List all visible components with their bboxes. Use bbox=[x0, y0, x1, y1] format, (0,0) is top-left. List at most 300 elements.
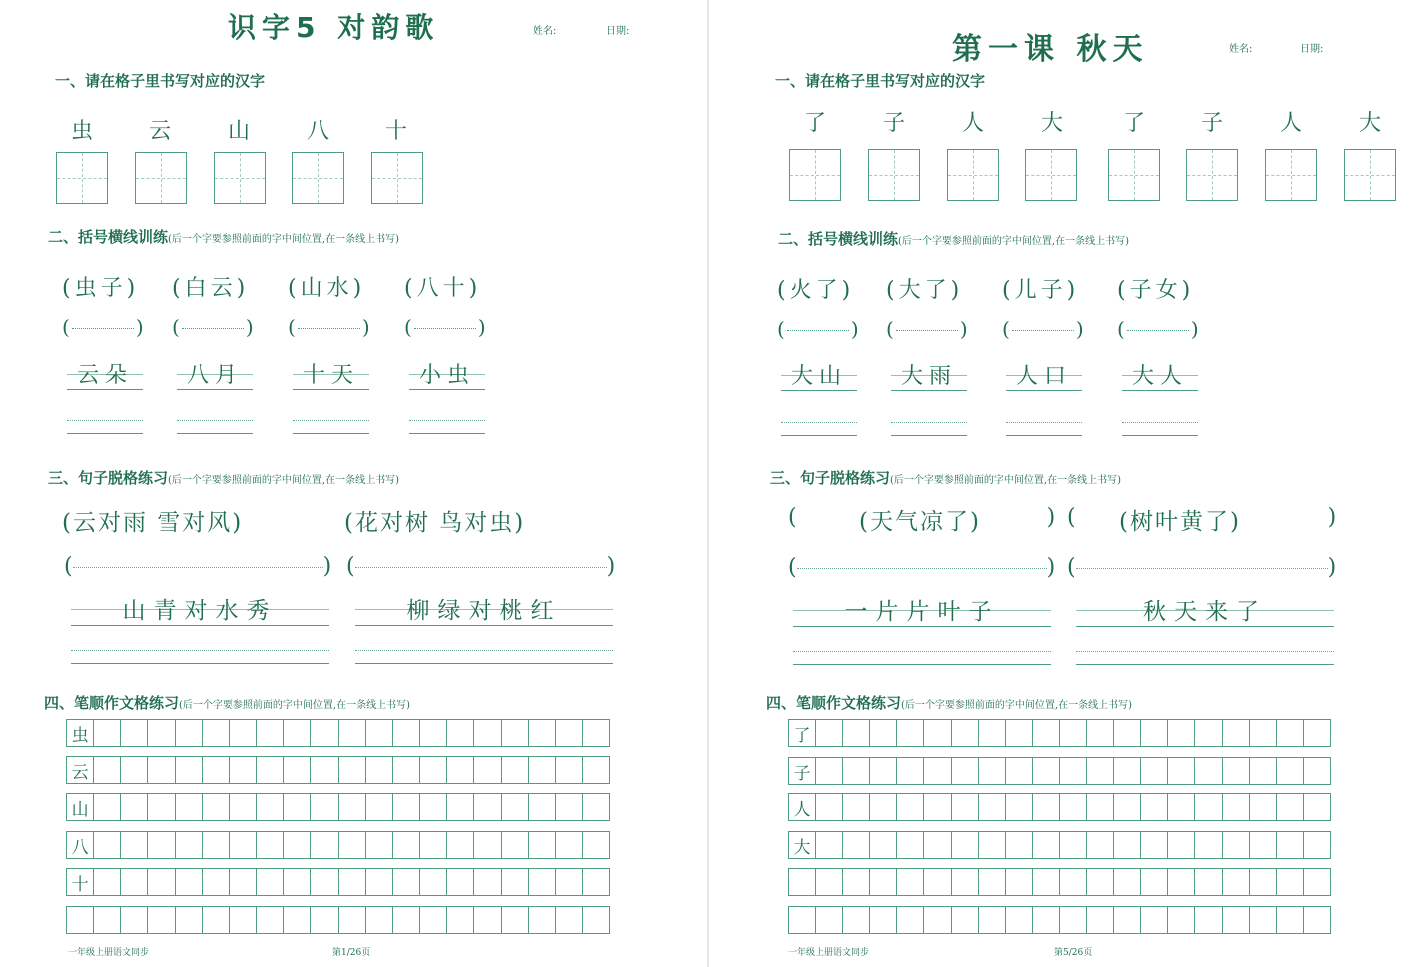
section-2-note: (后一个字要参照前面的字中间位置,在一条线上书写) bbox=[898, 236, 1129, 247]
grid-cell[interactable] bbox=[339, 720, 366, 746]
pair-word: (白云) bbox=[172, 276, 250, 301]
grid-cell[interactable] bbox=[94, 720, 121, 746]
grid-cell[interactable] bbox=[1304, 720, 1330, 746]
grid-cell[interactable] bbox=[1087, 907, 1114, 933]
grid-cell[interactable] bbox=[1277, 720, 1304, 746]
grid-cell[interactable] bbox=[393, 757, 420, 783]
grid-cell[interactable] bbox=[1277, 794, 1304, 820]
practice-char: 山 bbox=[227, 119, 250, 144]
grid-cell[interactable] bbox=[393, 794, 420, 820]
grid-cell[interactable] bbox=[1006, 869, 1033, 895]
stroke-grid-row[interactable] bbox=[788, 757, 1331, 785]
writing-line[interactable] bbox=[781, 422, 857, 436]
grid-cell[interactable] bbox=[897, 832, 924, 858]
grid-cell[interactable] bbox=[148, 720, 175, 746]
grid-cell[interactable] bbox=[502, 757, 529, 783]
grid-cell[interactable] bbox=[1006, 832, 1033, 858]
grid-cell[interactable] bbox=[393, 832, 420, 858]
grid-cell[interactable] bbox=[1223, 794, 1250, 820]
paren-blank[interactable]: ( ) bbox=[62, 315, 144, 339]
grid-cell[interactable] bbox=[1006, 794, 1033, 820]
grid-cell[interactable] bbox=[339, 869, 366, 895]
grid-cell[interactable] bbox=[474, 907, 501, 933]
grid-cell[interactable] bbox=[556, 757, 583, 783]
grid-cell[interactable] bbox=[203, 907, 230, 933]
sentence-blank[interactable]: ( ) bbox=[788, 555, 1056, 580]
grid-cell[interactable] bbox=[870, 720, 897, 746]
grid-cell[interactable] bbox=[1168, 869, 1195, 895]
grid-cell[interactable] bbox=[870, 832, 897, 858]
grid-cell[interactable] bbox=[474, 757, 501, 783]
grid-cell[interactable] bbox=[1060, 758, 1087, 784]
grid-cell[interactable] bbox=[420, 832, 447, 858]
grid-cell[interactable] bbox=[230, 757, 257, 783]
grid-cell[interactable]: 人 bbox=[789, 794, 816, 820]
grid-cell[interactable] bbox=[203, 832, 230, 858]
sentence-blank[interactable]: ( ) bbox=[64, 554, 332, 579]
grid-cell[interactable] bbox=[1168, 832, 1195, 858]
grid-cell[interactable] bbox=[816, 869, 843, 895]
grid-cell[interactable] bbox=[816, 832, 843, 858]
grid-cell[interactable] bbox=[447, 907, 474, 933]
grid-cell[interactable] bbox=[311, 757, 338, 783]
grid-cell[interactable] bbox=[1304, 869, 1330, 895]
grid-cell[interactable] bbox=[311, 720, 338, 746]
grid-cell[interactable]: 大 bbox=[789, 832, 816, 858]
stroke-grid-row[interactable] bbox=[66, 868, 610, 896]
grid-cell[interactable] bbox=[366, 720, 393, 746]
grid-cell[interactable] bbox=[148, 832, 175, 858]
grid-cell[interactable] bbox=[1006, 907, 1033, 933]
grid-cell[interactable] bbox=[1304, 758, 1330, 784]
grid-cell[interactable] bbox=[1223, 720, 1250, 746]
grid-cell[interactable] bbox=[583, 869, 609, 895]
grid-cell[interactable] bbox=[1114, 907, 1141, 933]
writing-line[interactable] bbox=[1076, 651, 1334, 665]
grid-cell[interactable] bbox=[230, 720, 257, 746]
grid-cell[interactable] bbox=[924, 720, 951, 746]
grid-cell[interactable] bbox=[1195, 794, 1222, 820]
stroke-grid-row[interactable] bbox=[66, 793, 610, 821]
grid-cell[interactable] bbox=[284, 794, 311, 820]
grid-cell[interactable] bbox=[583, 832, 609, 858]
stroke-grid-row[interactable] bbox=[66, 831, 610, 859]
grid-cell[interactable] bbox=[583, 907, 609, 933]
grid-cell[interactable] bbox=[176, 720, 203, 746]
grid-cell[interactable] bbox=[311, 907, 338, 933]
grid-cell[interactable] bbox=[393, 907, 420, 933]
grid-cell[interactable] bbox=[148, 794, 175, 820]
grid-cell[interactable] bbox=[556, 907, 583, 933]
grid-cell[interactable] bbox=[257, 757, 284, 783]
grid-cell[interactable] bbox=[979, 720, 1006, 746]
grid-cell[interactable] bbox=[1087, 869, 1114, 895]
grid-cell[interactable] bbox=[1087, 758, 1114, 784]
footer-book: 一年级上册语文同步 bbox=[68, 948, 150, 958]
grid-cell[interactable] bbox=[230, 907, 257, 933]
grid-cell[interactable] bbox=[1250, 869, 1277, 895]
grid-cell[interactable] bbox=[257, 832, 284, 858]
writing-line[interactable] bbox=[1006, 422, 1082, 436]
grid-cell[interactable] bbox=[583, 720, 609, 746]
tian-grid-box[interactable] bbox=[1265, 149, 1317, 201]
grid-cell[interactable] bbox=[529, 869, 556, 895]
grid-cell[interactable] bbox=[203, 869, 230, 895]
grid-cell[interactable] bbox=[420, 757, 447, 783]
grid-cell[interactable] bbox=[257, 794, 284, 820]
grid-cell[interactable] bbox=[447, 869, 474, 895]
grid-cell[interactable] bbox=[1304, 794, 1330, 820]
grid-cell[interactable] bbox=[203, 720, 230, 746]
grid-cell[interactable] bbox=[339, 757, 366, 783]
grid-cell[interactable] bbox=[121, 832, 148, 858]
grid-cell[interactable] bbox=[1060, 794, 1087, 820]
writing-line[interactable] bbox=[293, 420, 369, 434]
grid-cell[interactable] bbox=[979, 907, 1006, 933]
stroke-grid-row[interactable] bbox=[66, 719, 610, 747]
writing-line[interactable] bbox=[355, 650, 613, 664]
grid-cell[interactable] bbox=[121, 794, 148, 820]
grid-cell[interactable] bbox=[1277, 758, 1304, 784]
grid-cell[interactable] bbox=[979, 794, 1006, 820]
grid-cell[interactable] bbox=[366, 794, 393, 820]
grid-cell[interactable] bbox=[474, 720, 501, 746]
grid-cell[interactable] bbox=[474, 869, 501, 895]
grid-cell[interactable] bbox=[1114, 758, 1141, 784]
paren-blank[interactable]: ( ) bbox=[1117, 317, 1199, 341]
grid-cell[interactable] bbox=[1033, 907, 1060, 933]
grid-cell[interactable] bbox=[420, 907, 447, 933]
grid-cell[interactable] bbox=[148, 869, 175, 895]
grid-cell[interactable] bbox=[843, 869, 870, 895]
grid-cell[interactable] bbox=[979, 869, 1006, 895]
grid-cell[interactable] bbox=[393, 869, 420, 895]
grid-cell[interactable] bbox=[816, 758, 843, 784]
paren-blank[interactable]: ( ) bbox=[172, 315, 254, 339]
grid-cell[interactable] bbox=[94, 869, 121, 895]
grid-cell[interactable] bbox=[1168, 794, 1195, 820]
grid-cell[interactable] bbox=[952, 758, 979, 784]
grid-cell[interactable] bbox=[121, 869, 148, 895]
grid-cell[interactable] bbox=[176, 794, 203, 820]
paren-blank[interactable]: ( ) bbox=[777, 317, 859, 341]
grid-cell[interactable] bbox=[529, 832, 556, 858]
grid-cell[interactable] bbox=[529, 794, 556, 820]
tian-grid-box[interactable] bbox=[1025, 149, 1077, 201]
grid-cell[interactable] bbox=[1087, 794, 1114, 820]
grid-cell[interactable] bbox=[870, 794, 897, 820]
grid-cell[interactable] bbox=[1033, 794, 1060, 820]
grid-cell[interactable] bbox=[420, 720, 447, 746]
grid-cell[interactable] bbox=[529, 757, 556, 783]
grid-cell[interactable] bbox=[257, 907, 284, 933]
grid-cell[interactable] bbox=[447, 832, 474, 858]
grid-cell[interactable] bbox=[311, 794, 338, 820]
grid-cell[interactable] bbox=[897, 869, 924, 895]
grid-cell[interactable] bbox=[1006, 758, 1033, 784]
practice-char: 了 bbox=[1122, 111, 1145, 136]
writing-line[interactable] bbox=[71, 650, 329, 664]
grid-cell[interactable] bbox=[1141, 832, 1168, 858]
grid-cell[interactable] bbox=[583, 794, 609, 820]
grid-cell[interactable] bbox=[447, 720, 474, 746]
grid-cell[interactable] bbox=[924, 907, 951, 933]
paren-blank[interactable]: ( ) bbox=[404, 315, 486, 339]
writing-line[interactable] bbox=[409, 420, 485, 434]
grid-cell[interactable] bbox=[952, 720, 979, 746]
grid-cell[interactable] bbox=[393, 720, 420, 746]
grid-cell[interactable] bbox=[1168, 720, 1195, 746]
grid-cell[interactable] bbox=[1060, 832, 1087, 858]
tian-grid-box[interactable] bbox=[371, 152, 423, 204]
grid-cell[interactable] bbox=[148, 757, 175, 783]
grid-cell[interactable] bbox=[529, 720, 556, 746]
grid-cell[interactable] bbox=[1141, 794, 1168, 820]
grid-cell[interactable] bbox=[897, 794, 924, 820]
grid-cell[interactable] bbox=[924, 794, 951, 820]
grid-cell[interactable] bbox=[1277, 832, 1304, 858]
grid-cell[interactable] bbox=[447, 794, 474, 820]
grid-cell[interactable] bbox=[924, 758, 951, 784]
grid-cell[interactable] bbox=[339, 832, 366, 858]
grid-cell[interactable] bbox=[1250, 794, 1277, 820]
grid-cell[interactable] bbox=[952, 794, 979, 820]
grid-cell[interactable] bbox=[979, 832, 1006, 858]
grid-cell[interactable] bbox=[176, 757, 203, 783]
grid-cell[interactable] bbox=[1087, 720, 1114, 746]
grid-cell[interactable] bbox=[121, 907, 148, 933]
grid-cell[interactable] bbox=[502, 832, 529, 858]
grid-cell[interactable] bbox=[420, 794, 447, 820]
grid-cell[interactable] bbox=[556, 794, 583, 820]
tian-grid-box[interactable] bbox=[1344, 149, 1396, 201]
stroke-grid-row[interactable] bbox=[788, 906, 1331, 934]
grid-cell[interactable] bbox=[1195, 832, 1222, 858]
tian-grid-box[interactable] bbox=[135, 152, 187, 204]
grid-cell[interactable] bbox=[67, 907, 94, 933]
grid-cell[interactable] bbox=[94, 757, 121, 783]
grid-cell[interactable] bbox=[203, 794, 230, 820]
grid-cell[interactable] bbox=[556, 869, 583, 895]
stroke-grid-row[interactable] bbox=[788, 831, 1331, 859]
grid-cell[interactable] bbox=[447, 757, 474, 783]
grid-cell[interactable] bbox=[1141, 758, 1168, 784]
grid-cell[interactable] bbox=[502, 907, 529, 933]
grid-cell[interactable] bbox=[502, 794, 529, 820]
grid-cell[interactable] bbox=[1060, 869, 1087, 895]
grid-cell[interactable] bbox=[924, 832, 951, 858]
grid-cell[interactable] bbox=[284, 869, 311, 895]
grid-cell[interactable] bbox=[1304, 907, 1330, 933]
writing-line[interactable] bbox=[891, 422, 967, 436]
section-4-title: 四、笔顺作文格练习 bbox=[766, 694, 902, 712]
grid-cell[interactable]: 虫 bbox=[67, 720, 94, 746]
grid-cell[interactable] bbox=[1277, 907, 1304, 933]
grid-cell[interactable] bbox=[556, 720, 583, 746]
grid-cell[interactable] bbox=[1114, 832, 1141, 858]
grid-cell[interactable] bbox=[366, 907, 393, 933]
grid-cell[interactable] bbox=[897, 720, 924, 746]
tian-grid-box[interactable] bbox=[947, 149, 999, 201]
grid-cell[interactable] bbox=[284, 907, 311, 933]
tian-grid-box[interactable] bbox=[1186, 149, 1238, 201]
stroke-grid-row[interactable] bbox=[66, 756, 610, 784]
grid-cell[interactable] bbox=[816, 720, 843, 746]
grid-cell[interactable] bbox=[420, 869, 447, 895]
grid-cell[interactable] bbox=[284, 832, 311, 858]
grid-cell[interactable] bbox=[843, 907, 870, 933]
grid-cell[interactable] bbox=[1114, 794, 1141, 820]
grid-cell[interactable] bbox=[311, 869, 338, 895]
writing-line[interactable] bbox=[177, 420, 253, 434]
grid-cell[interactable] bbox=[257, 869, 284, 895]
grid-cell[interactable] bbox=[94, 832, 121, 858]
grid-cell[interactable] bbox=[1195, 869, 1222, 895]
grid-cell[interactable] bbox=[502, 720, 529, 746]
grid-cell[interactable] bbox=[897, 758, 924, 784]
grid-cell[interactable] bbox=[1033, 720, 1060, 746]
grid-cell[interactable] bbox=[1114, 720, 1141, 746]
grid-cell[interactable] bbox=[979, 758, 1006, 784]
grid-cell[interactable] bbox=[1033, 758, 1060, 784]
grid-cell[interactable] bbox=[870, 869, 897, 895]
grid-cell[interactable] bbox=[1223, 758, 1250, 784]
tian-grid-box[interactable] bbox=[292, 152, 344, 204]
tian-grid-box[interactable] bbox=[1108, 149, 1160, 201]
paren-blank[interactable]: ( ) bbox=[288, 315, 370, 339]
grid-cell[interactable] bbox=[311, 832, 338, 858]
grid-cell[interactable] bbox=[843, 720, 870, 746]
grid-cell[interactable] bbox=[1250, 720, 1277, 746]
stroke-grid-row[interactable] bbox=[66, 906, 610, 934]
tian-grid-box[interactable] bbox=[789, 149, 841, 201]
grid-cell[interactable] bbox=[583, 757, 609, 783]
grid-cell[interactable]: 八 bbox=[67, 832, 94, 858]
grid-cell[interactable] bbox=[474, 794, 501, 820]
grid-cell[interactable] bbox=[1060, 907, 1087, 933]
grid-cell[interactable] bbox=[1060, 720, 1087, 746]
grid-cell[interactable] bbox=[1114, 869, 1141, 895]
grid-cell[interactable] bbox=[816, 794, 843, 820]
grid-cell[interactable] bbox=[176, 907, 203, 933]
writing-line[interactable] bbox=[1122, 422, 1198, 436]
grid-cell[interactable] bbox=[474, 832, 501, 858]
grid-cell[interactable]: 子 bbox=[789, 758, 816, 784]
grid-cell[interactable] bbox=[1250, 907, 1277, 933]
page-title: 第一课 秋天 bbox=[952, 32, 1149, 67]
stroke-grid-row[interactable] bbox=[788, 793, 1331, 821]
grid-cell[interactable] bbox=[203, 757, 230, 783]
grid-cell[interactable] bbox=[502, 869, 529, 895]
grid-cell[interactable] bbox=[789, 869, 816, 895]
grid-cell[interactable] bbox=[257, 720, 284, 746]
writing-line[interactable] bbox=[67, 420, 143, 434]
grid-cell[interactable] bbox=[952, 869, 979, 895]
grid-cell[interactable] bbox=[176, 832, 203, 858]
grid-cell[interactable] bbox=[952, 832, 979, 858]
grid-cell[interactable] bbox=[230, 794, 257, 820]
grid-cell[interactable] bbox=[284, 757, 311, 783]
grid-cell[interactable] bbox=[1223, 907, 1250, 933]
grid-cell[interactable]: 十 bbox=[67, 869, 94, 895]
grid-cell[interactable] bbox=[366, 869, 393, 895]
grid-cell[interactable] bbox=[843, 832, 870, 858]
grid-cell[interactable] bbox=[339, 907, 366, 933]
grid-cell[interactable] bbox=[1033, 869, 1060, 895]
grid-cell[interactable] bbox=[952, 907, 979, 933]
grid-cell[interactable] bbox=[1250, 758, 1277, 784]
grid-cell[interactable]: 山 bbox=[67, 794, 94, 820]
grid-cell[interactable] bbox=[1195, 758, 1222, 784]
grid-cell[interactable] bbox=[1141, 720, 1168, 746]
grid-cell[interactable] bbox=[870, 758, 897, 784]
grid-cell[interactable] bbox=[148, 907, 175, 933]
grid-cell[interactable] bbox=[897, 907, 924, 933]
grid-cell[interactable] bbox=[1223, 832, 1250, 858]
grid-cell[interactable] bbox=[366, 832, 393, 858]
grid-cell[interactable] bbox=[176, 869, 203, 895]
grid-cell[interactable] bbox=[1277, 869, 1304, 895]
grid-cell[interactable] bbox=[529, 907, 556, 933]
tian-grid-box[interactable] bbox=[56, 152, 108, 204]
grid-cell[interactable] bbox=[816, 907, 843, 933]
sentence: (花对树 鸟对虫) bbox=[344, 510, 526, 536]
grid-cell[interactable] bbox=[230, 832, 257, 858]
sentence-blank[interactable]: ( ) bbox=[346, 554, 616, 579]
grid-cell[interactable] bbox=[94, 794, 121, 820]
line-word: 八月 bbox=[177, 358, 253, 390]
grid-cell[interactable] bbox=[366, 757, 393, 783]
writing-line[interactable] bbox=[793, 651, 1051, 665]
grid-cell[interactable]: 了 bbox=[789, 720, 816, 746]
grid-cell[interactable] bbox=[1195, 907, 1222, 933]
grid-cell[interactable] bbox=[556, 832, 583, 858]
grid-cell[interactable] bbox=[1304, 832, 1330, 858]
grid-cell[interactable] bbox=[339, 794, 366, 820]
grid-cell[interactable] bbox=[121, 757, 148, 783]
sentence-blank[interactable]: ( ) bbox=[1067, 555, 1337, 580]
grid-cell[interactable] bbox=[1250, 832, 1277, 858]
paren-blank[interactable]: ( ) bbox=[1002, 317, 1084, 341]
grid-cell[interactable] bbox=[230, 869, 257, 895]
grid-cell[interactable] bbox=[1006, 720, 1033, 746]
grid-cell[interactable] bbox=[284, 720, 311, 746]
grid-cell[interactable] bbox=[1223, 869, 1250, 895]
grid-cell[interactable] bbox=[121, 720, 148, 746]
grid-cell[interactable] bbox=[924, 869, 951, 895]
grid-cell[interactable] bbox=[1033, 832, 1060, 858]
tian-grid-box[interactable] bbox=[214, 152, 266, 204]
stroke-grid-row[interactable] bbox=[788, 719, 1331, 747]
grid-cell[interactable] bbox=[1141, 907, 1168, 933]
grid-cell[interactable] bbox=[843, 758, 870, 784]
line-word: 小虫 bbox=[409, 358, 485, 390]
grid-cell[interactable] bbox=[1141, 869, 1168, 895]
grid-cell[interactable] bbox=[1168, 907, 1195, 933]
grid-cell[interactable] bbox=[1087, 832, 1114, 858]
grid-cell[interactable] bbox=[789, 907, 816, 933]
grid-cell[interactable] bbox=[870, 907, 897, 933]
grid-cell[interactable] bbox=[94, 907, 121, 933]
paren-blank[interactable]: ( ) bbox=[886, 317, 968, 341]
stroke-grid-row[interactable] bbox=[788, 868, 1331, 896]
tian-grid-box[interactable] bbox=[868, 149, 920, 201]
grid-cell[interactable] bbox=[843, 794, 870, 820]
grid-cell[interactable] bbox=[1168, 758, 1195, 784]
section-2-note: (后一个字要参照前面的字中间位置,在一条线上书写) bbox=[168, 234, 399, 245]
grid-cell[interactable] bbox=[1195, 720, 1222, 746]
grid-cell[interactable]: 云 bbox=[67, 757, 94, 783]
